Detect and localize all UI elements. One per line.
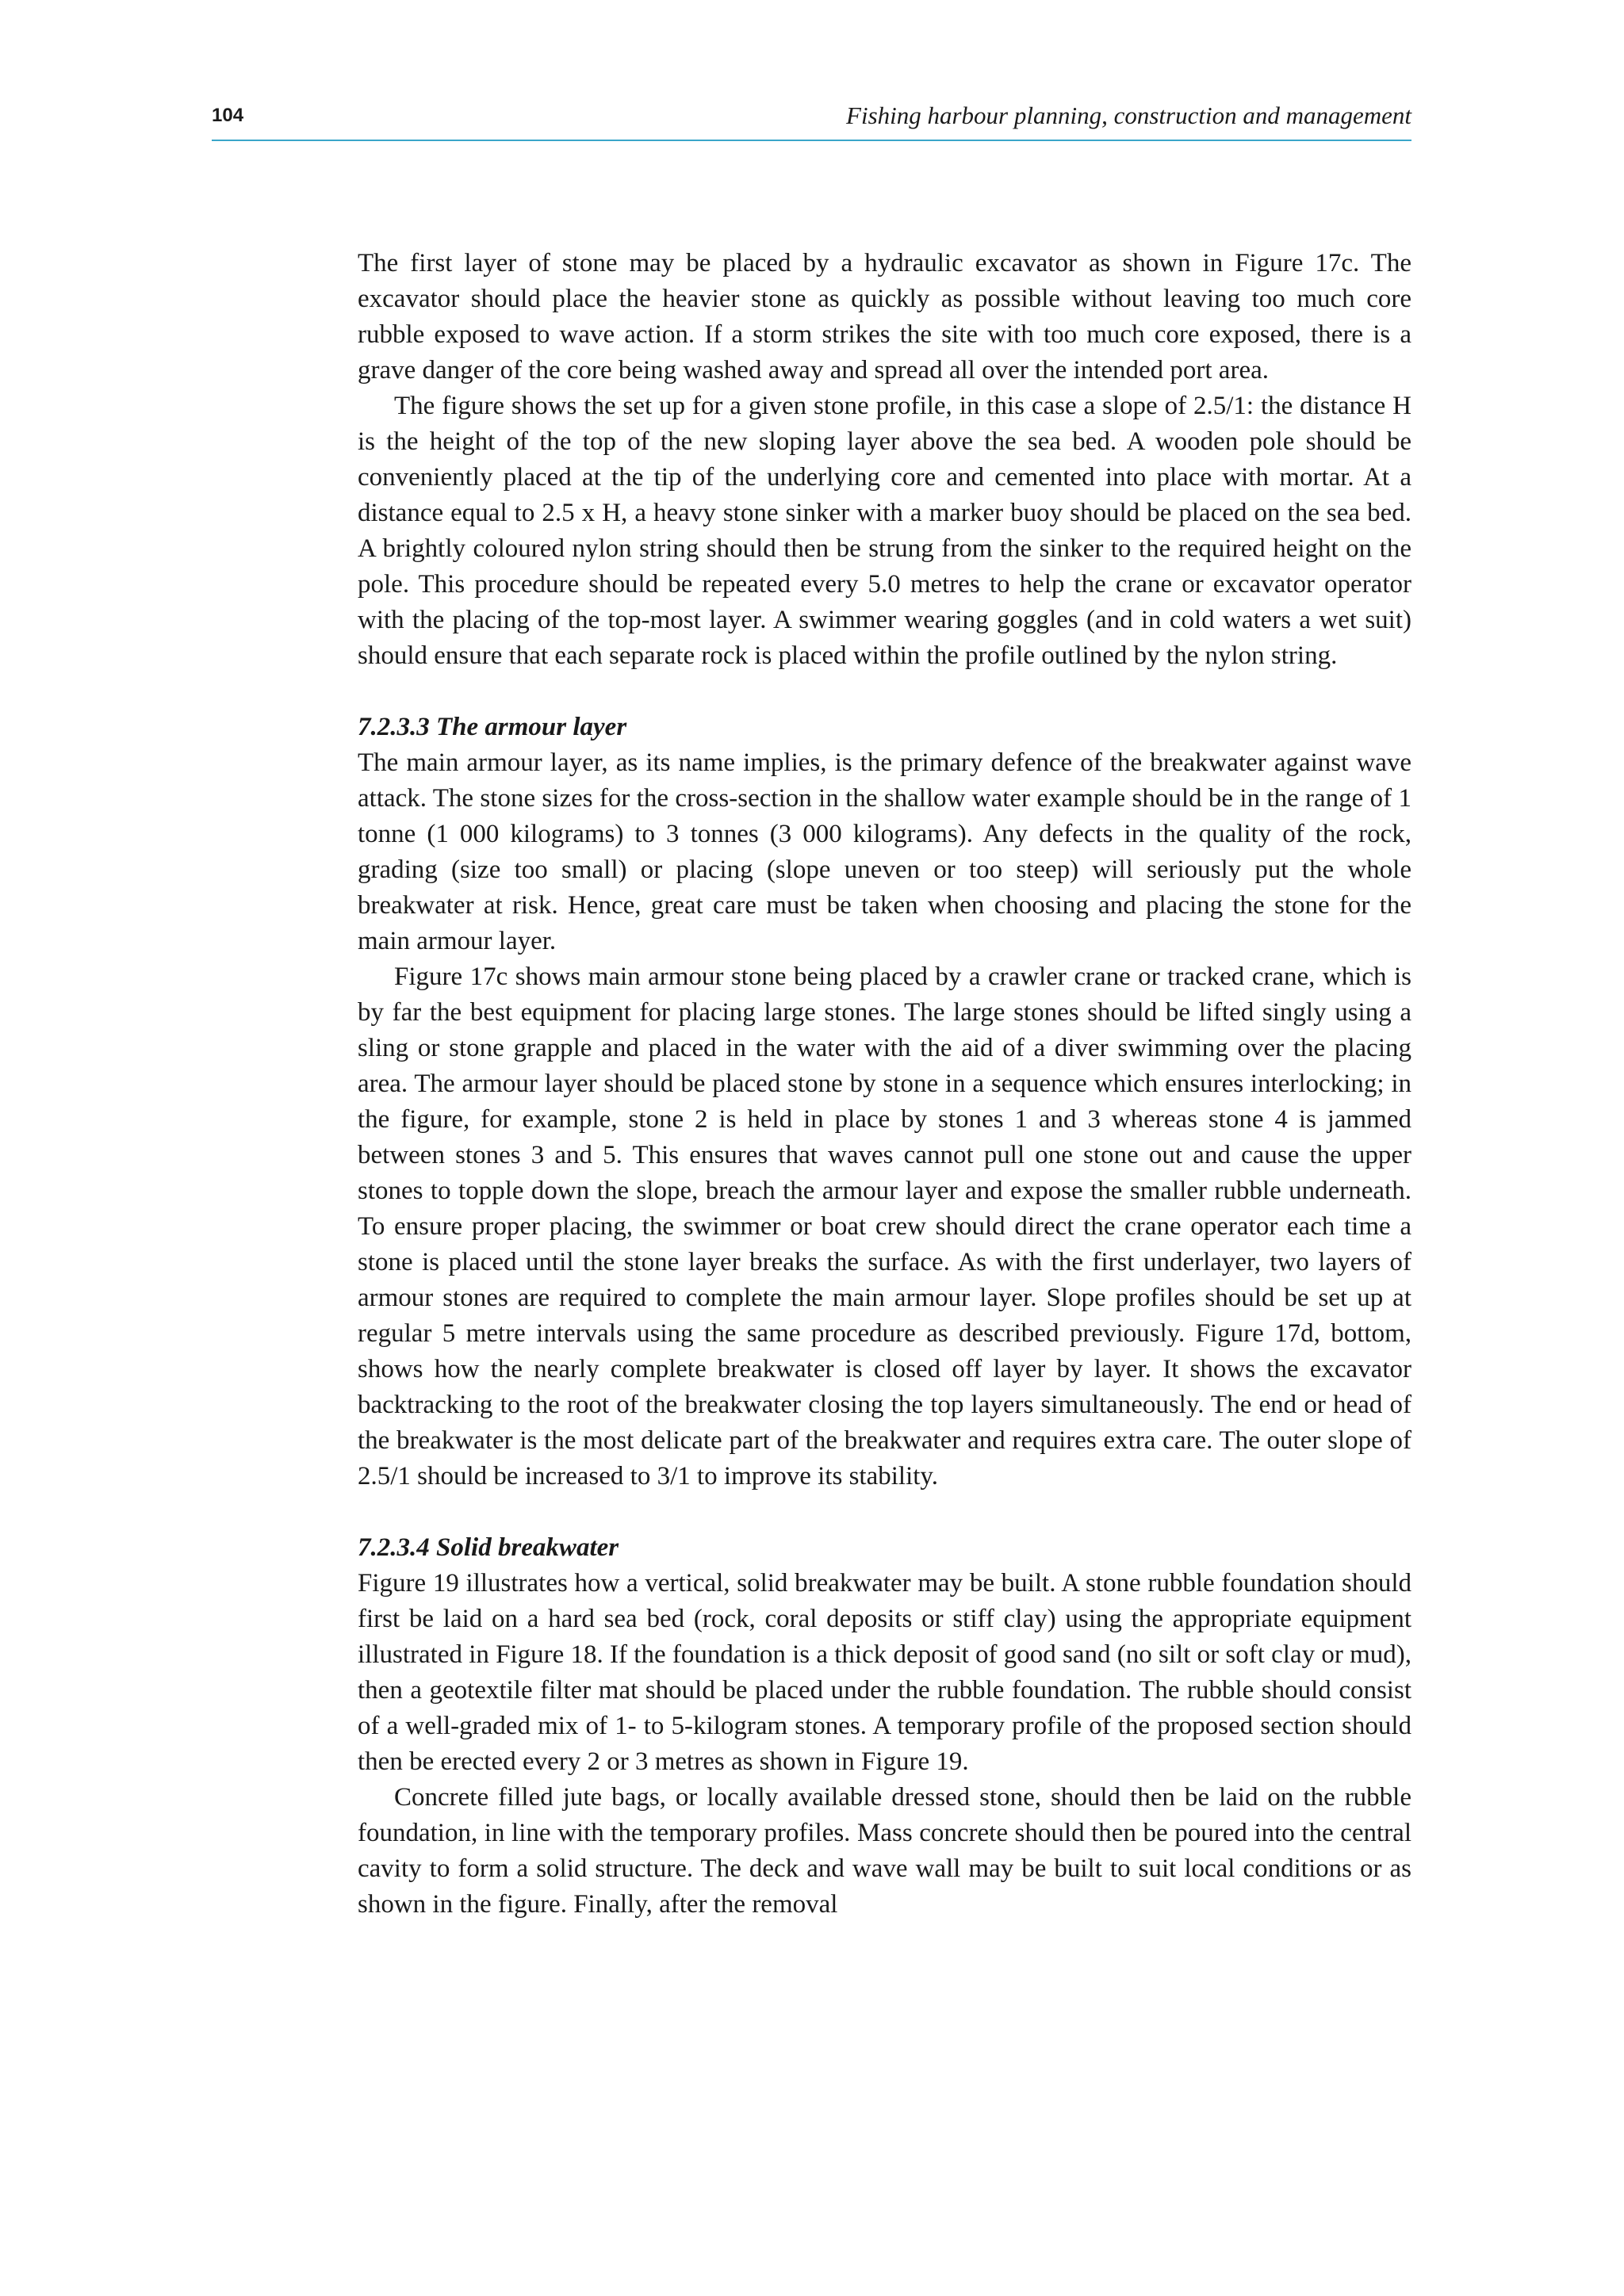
paragraph-first-layer: The first layer of stone may be placed by a hydraulic excavator as shown in Figure 17c. The excavator should place the heavier stone as quickly as possible without leaving too much core rubble exposed to wave action. If a storm strikes the site with too much core exposed, there is a grave danger of the core being washed away and spread all over the intended port area. xyxy=(358,249,1411,385)
page-number: 104 xyxy=(212,105,244,126)
page-header xyxy=(212,101,1411,141)
section-heading-armour-layer: 7.2.3.3 The armour layer xyxy=(358,713,627,741)
paragraph-solid-breakwater: Figure 19 illustrates how a vertical, solid breakwater may be built. A stone rubble foundation should first be laid on a hard sea bed (rock, coral deposits or stiff clay) using the appropriate equipment illustrated in Figure 18. If the foundation is a thick deposit of good sand (no silt or soft clay or mud), then a geotextile filter mat should be placed under the rubble foundation. The rubble should consist of a well-graded mix of 1- to 5-kilogram stones. A temporary profile of the proposed section should then be erected every 2 or 3 metres as shown in Figure 19. xyxy=(358,1569,1411,1776)
paragraph-armour-layer: The main armour layer, as its name implies, is the primary defence of the breakwater against wave attack. The stone sizes for the cross-section in the shallow water example should be in the range of 1 tonne (1 000 kilograms) to 3 tonnes (3 000 kilograms). Any defects in the quality of the rock, grading (size too small) or placing (slope uneven or too steep) will seriously put the whole breakwater at risk. Hence, great care must be taken when choosing and placing the stone for the main armour layer. xyxy=(358,748,1411,955)
page-body xyxy=(358,246,1411,1923)
paragraph-concrete-bags: Concrete filled jute bags, or locally available dressed stone, should then be laid on the rubble foundation, in line with the temporary profiles. Mass concrete should then be poured into the central cavity to form a solid structure. The deck and wave wall may be built to suit local conditions or as shown in the figure. Finally, after the removal xyxy=(358,1783,1411,1919)
paragraph-armour-placing: Figure 17c shows main armour stone being placed by a crawler crane or tracked crane, which is by far the best equipment for placing large stones. The large stones should be lifted singly using a sling or stone grapple and placed in the water with the aid of a diver swimming over the placing area. The armour layer should be placed stone by stone in a sequence which ensures interlocking; in the figure, for example, stone 2 is held in place by stones 1 and 3 whereas stone 4 is jammed between stones 3 and 5. This ensures that waves cannot pull one stone out and cause the upper stones to topple down the slope, breach the armour layer and expose the smaller rubble underneath. To ensure proper placing, the swimmer or boat crew should direct the crane operator each time a stone is placed until the stone layer breaks the surface. As with the first underlayer, two layers of armour stones are required to complete the main armour layer. Slope profiles should be set up at regular 5 metre intervals using the same procedure as described previously. Figure 17d, bottom, shows how the nearly complete breakwater is closed off layer by layer. It shows the excavator backtracking to the root of the breakwater closing the top layers simultaneously. The end or head of the breakwater is the most delicate part of the breakwater and requires extra care. The outer slope of 2.5/1 should be increased to 3/1 to improve its stability. xyxy=(358,962,1411,1490)
running-title: Fishing harbour planning, construction and management xyxy=(846,101,1411,129)
paragraph-stone-profile: The figure shows the set up for a given stone profile, in this case a slope of 2.5/1: the distance H is the height of the top of the new sloping layer above the sea bed. A wooden pole should be conveniently placed at the tip of the underlying core and cemented into place with mortar. At a distance equal to 2.5 x H, a heavy stone sinker with a marker buoy should be placed on the sea bed. A brightly coloured nylon string should then be strung from the sinker to the required height on the pole. This procedure should be repeated every 5.0 metres to help the crane or excavator operator with the placing of the top-most layer. A swimmer wearing goggles (and in cold waters a wet suit) should ensure that each separate rock is placed within the profile outlined by the nylon string. xyxy=(358,392,1411,670)
section-heading-solid-breakwater: 7.2.3.4 Solid breakwater xyxy=(358,1533,619,1562)
